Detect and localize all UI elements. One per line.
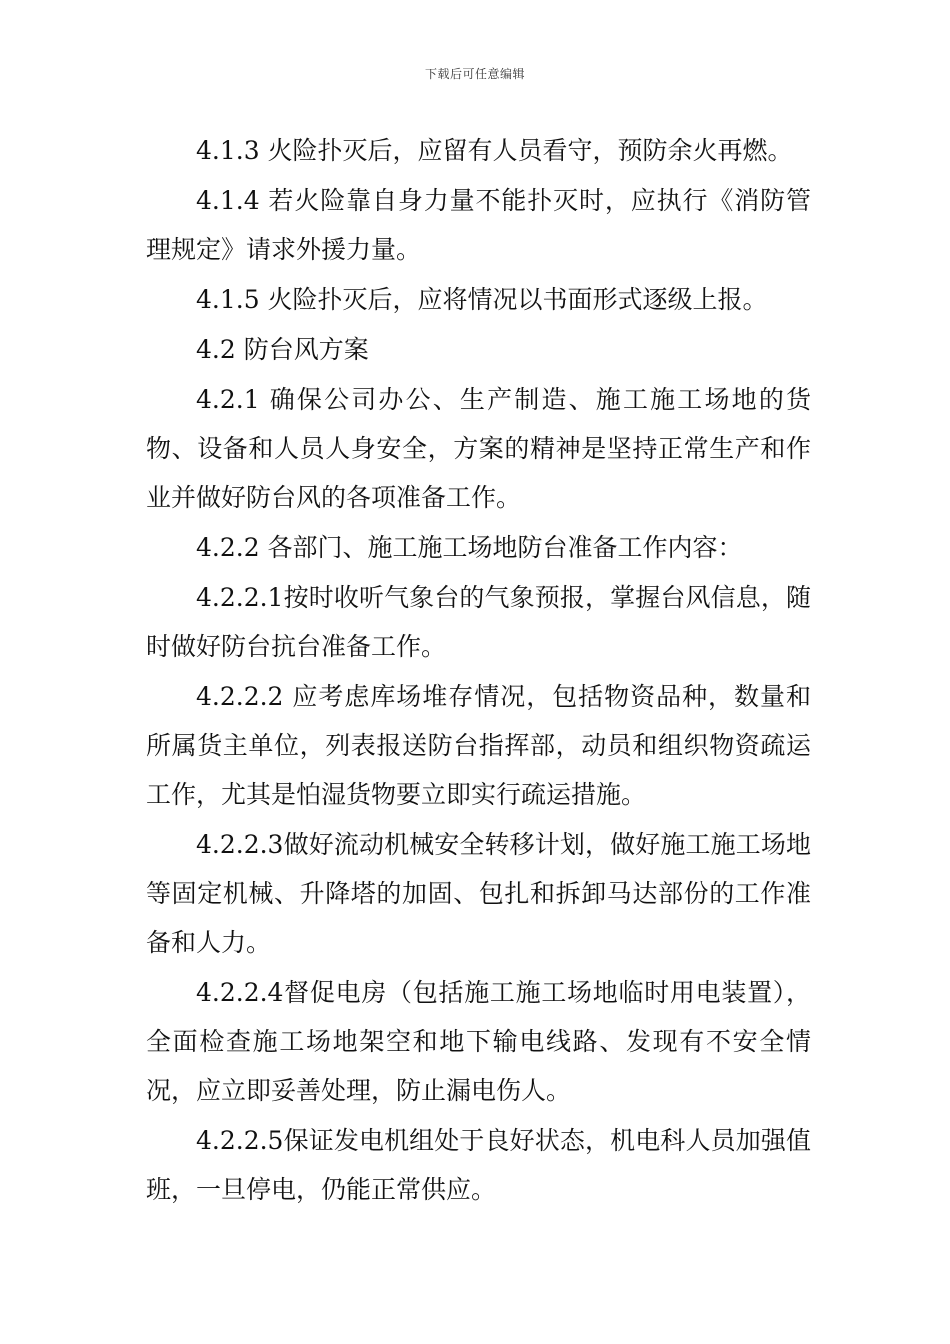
paragraph-4-2-1: 4.2.1 确保公司办公、生产制造、施工施工场地的货物、设备和人员人身安全，方案的精神是坚持正常生产和作业并做好防台风的各项准备工作。 (146, 385, 811, 512)
paragraph-4-1-4: 4.1.4 若火险靠自身力量不能扑灭时，应执行《消防管理规定》请求外援力量。 (146, 186, 811, 264)
page-header: 下载后可任意编辑 (424, 67, 525, 81)
paragraph-4-2-2-3: 4.2.2.3做好流动机械安全转移计划，做好施工施工场地等固定机械、升降塔的加固、包扎和拆卸马达部份的工作准备和人力。 (146, 830, 811, 957)
paragraph-4-2-2-2: 4.2.2.2 应考虑库场堆存情况，包括物资品种，数量和所属货主单位，列表报送防台指挥部，动员和组织物资疏运工作，尤其是怕湿货物要立即实行疏运措施。 (146, 682, 811, 809)
paragraph-4-2-2-5: 4.2.2.5保证发电机组处于良好状态，机电科人员加强值班，一旦停电，仍能正常供应。 (146, 1126, 811, 1204)
section-heading-4-2: 4.2 防台风方案 (196, 335, 369, 364)
paragraph-4-2-2: 4.2.2 各部门、施工施工场地防台准备工作内容： (196, 533, 743, 562)
paragraph-4-2-2-4: 4.2.2.4督促电房（包括施工施工场地临时用电装置），全面检查施工场地架空和地下输电线路、发现有不安全情况，应立即妥善处理，防止漏电伤人。 (146, 978, 811, 1105)
paragraph-4-1-5: 4.1.5 火险扑灭后，应将情况以书面形式逐级上报。 (196, 285, 768, 314)
paragraph-4-1-3: 4.1.3 火险扑灭后，应留有人员看守，预防余火再燃。 (196, 136, 793, 165)
document-body (146, 126, 811, 1215)
paragraph-4-2-2-1: 4.2.2.1按时收听气象台的气象预报，掌握台风信息，随时做好防台抗台准备工作。 (146, 583, 811, 661)
